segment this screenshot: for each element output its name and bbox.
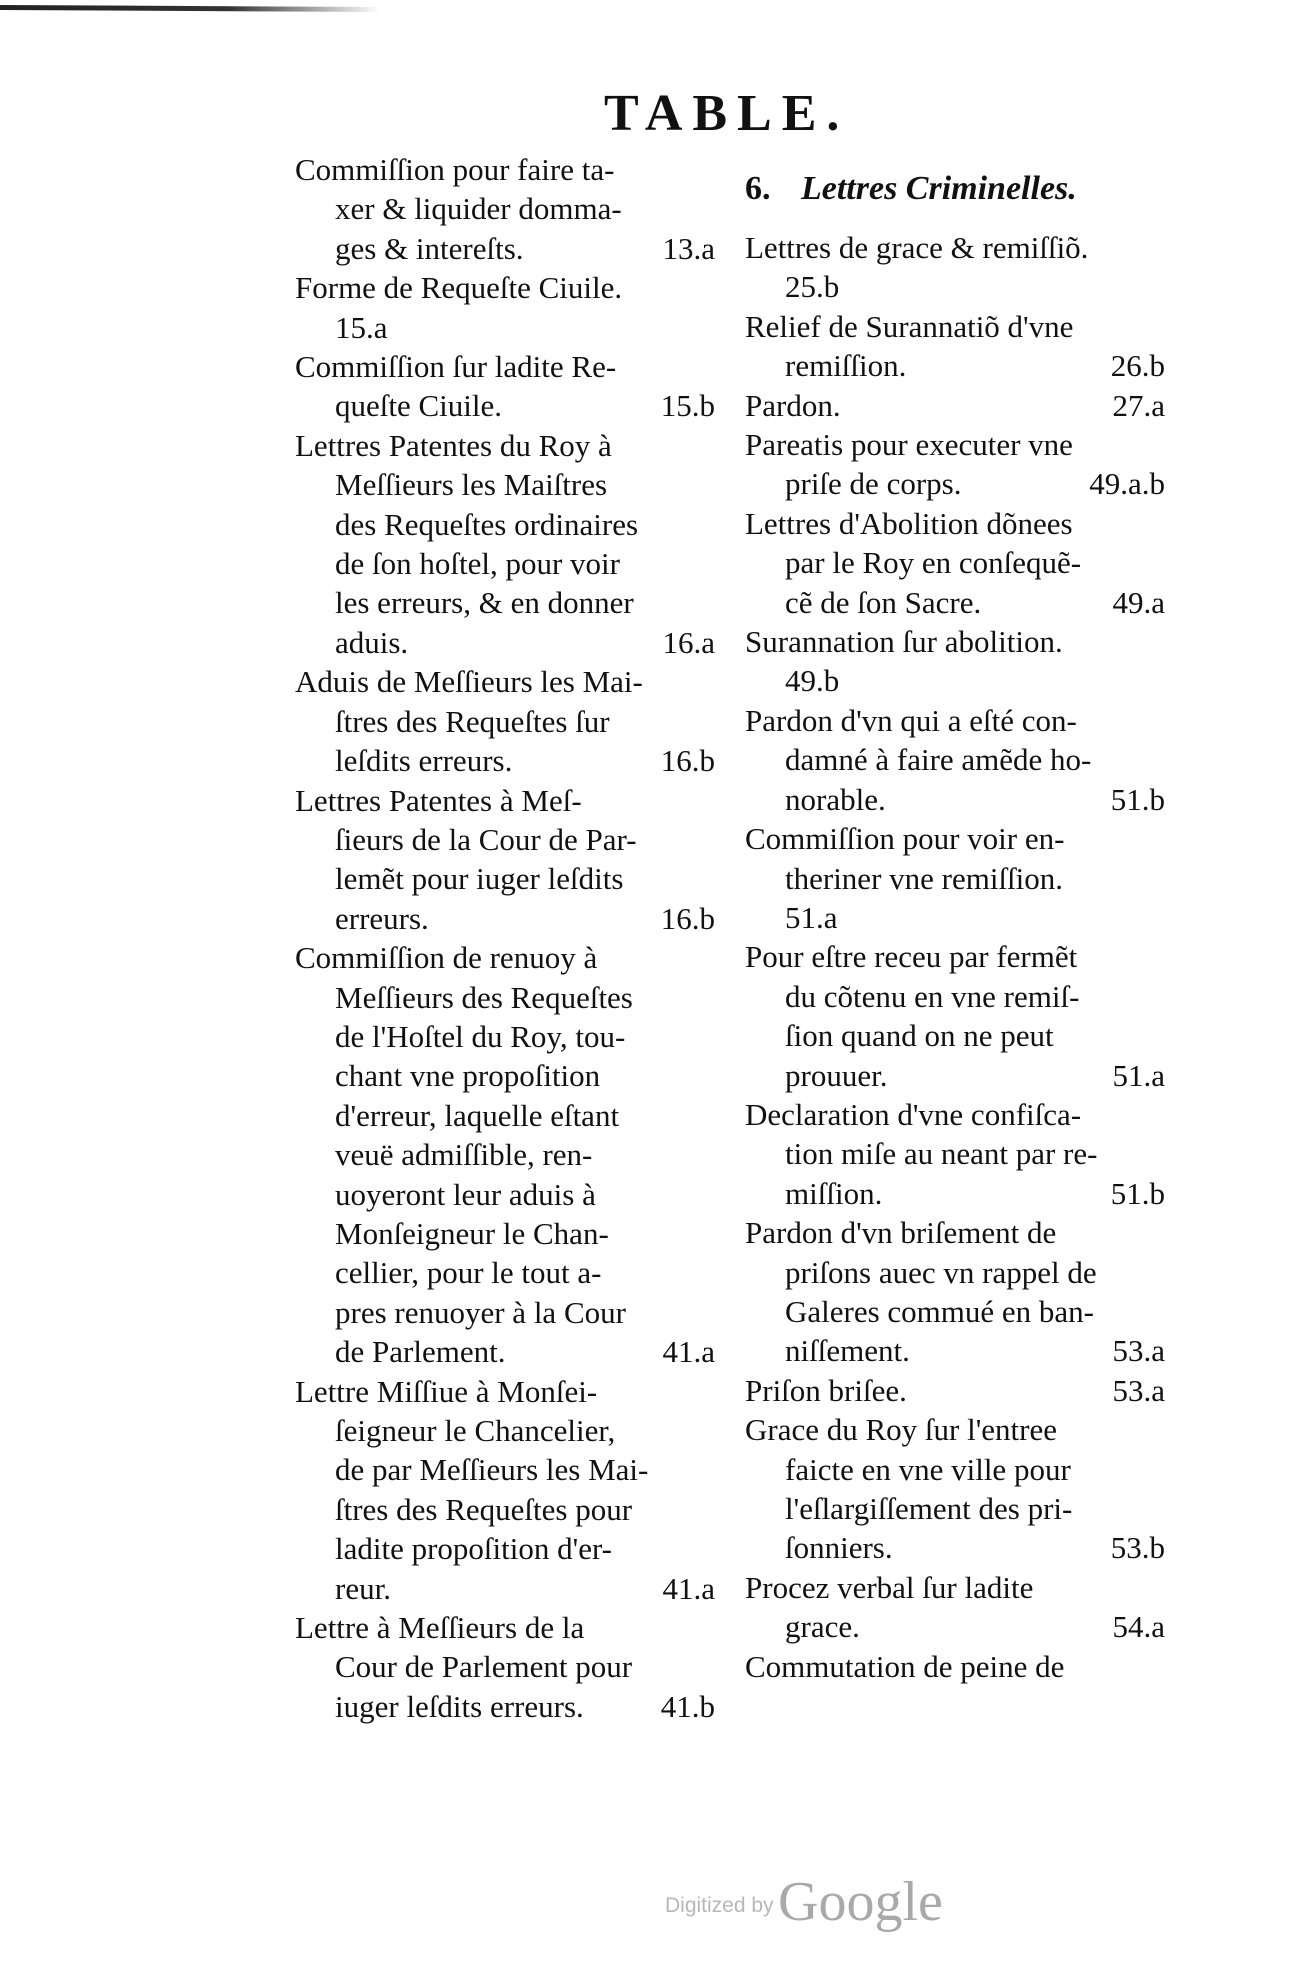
entry-page-ref: 41.a [662,1334,715,1370]
entry-page-ref: 15.b [660,388,715,424]
index-entry [745,819,1165,937]
entry-line: grace. [785,1609,860,1645]
entry-line: Pardon. [745,387,841,423]
index-entry [745,937,1165,1095]
entry-line: theriner vne remiſſion. [785,860,1064,896]
entry-page-ref: 26.b [1110,348,1165,384]
entry-line: ſeigneur le Chancelier, [335,1413,616,1448]
page-header: TABLE. [604,85,850,142]
entry-line: ſtres des Requeſtes ſur [335,703,610,739]
entry-line: uoyeront leur aduis à [335,1176,596,1212]
entry-line: Commiſſion pour faire ta- [295,152,615,187]
right-entries [745,228,1165,1686]
entry-page-ref: 16.a [662,624,715,660]
entry-line: Pardon d'vn briſement de [745,1215,1057,1251]
section-heading [745,150,1165,228]
digitized-by-label: Digitized by [665,1894,774,1917]
entry-line: ges & intereſts. [335,230,524,266]
entry-line: de Parlement. [335,1334,506,1370]
index-entry [295,426,715,662]
index-entry [745,307,1165,386]
entry-line: niſſement. [785,1333,910,1369]
entry-line: l'eſlargiſſement des pri- [785,1491,1073,1526]
entry-line: pres renuoyer à la Cour [335,1294,626,1330]
entry-page-ref: 41.a [662,1570,715,1606]
entry-line: 25.b [785,269,840,305]
left-column [295,150,715,1726]
entry-line: lemẽt pour iuger leſdits [335,861,624,897]
entry-line: les erreurs, & en donner [335,585,634,621]
entry-line: ladite propoſition d'er- [335,1531,613,1567]
section-title: Lettres Criminelles. [801,170,1077,207]
index-entry [745,701,1165,819]
entry-page-ref: 53.a [1112,1372,1165,1408]
index-entry [745,1213,1165,1371]
entry-line: ſonniers. [785,1530,893,1566]
entry-line: ſion quand on ne peut [785,1018,1054,1054]
entry-line: par le Roy en conſequẽ- [785,545,1082,581]
index-entry [745,1410,1165,1568]
index-entry [745,1568,1165,1647]
index-entry [295,268,715,347]
top-ink-rule [0,5,380,12]
index-entry [745,1095,1165,1213]
entry-line: Cour de Parlement pour [335,1649,633,1685]
index-entry [295,1608,715,1726]
entry-line: Lettre à Meſſieurs de la [295,1610,585,1646]
digitized-footer [665,1870,943,1934]
entry-line: cẽ de ſon Sacre. [785,584,982,620]
entry-line: ſieurs de la Cour de Par- [335,821,637,857]
index-entry [745,228,1165,307]
entry-line: Commiſſion de renuoy à [295,940,598,976]
index-entry [745,386,1165,425]
entry-line: xer & liquider domma- [335,191,622,227]
entry-line: Priſon briſee. [745,1372,907,1408]
index-entry [745,622,1165,701]
index-entry [295,347,715,426]
entry-line: Commutation de peine de [745,1648,1065,1684]
entry-line: d'erreur, laquelle eſtant [335,1097,620,1133]
entry-line: des Requeſtes ordinaires [335,506,639,542]
index-entry [295,781,715,939]
entry-line: tion miſe au neant par re- [785,1136,1098,1172]
entry-line: Procez verbal ſur ladite [745,1569,1034,1605]
entry-line: erreurs. [335,900,429,936]
entry-line: Lettres Patentes à Meſ- [295,782,582,818]
index-entry [745,1647,1165,1686]
entry-line: priſons auec vn rappel de [785,1254,1097,1290]
entry-line: du cõtenu en vne remiſ- [785,978,1080,1014]
index-entry [745,425,1165,504]
entry-page-ref: 53.b [1110,1530,1165,1566]
entry-line: Lettres d'Abolition dõnees [745,505,1073,541]
entry-line: Meſſieurs des Requeſtes [335,979,633,1015]
entry-page-ref: 53.a [1112,1333,1165,1369]
entry-line: aduis. [335,624,409,660]
entry-page-ref: 54.a [1112,1609,1165,1645]
entry-line: miſſion. [785,1175,883,1211]
entry-line: Relief de Surannatiõ d'vne [745,308,1074,344]
right-column [745,150,1165,1686]
google-logo: Google [778,1871,943,1933]
entry-line: faicte en vne ville pour [785,1451,1071,1487]
entry-line: 49.b [785,663,840,699]
entry-line: Lettres de grace & remiſſiõ. [745,230,1089,265]
entry-line: Pareatis pour executer vne [745,427,1073,463]
entry-line: de par Meſſieurs les Mai- [335,1452,649,1488]
entry-line: Forme de Requeſte Ciuile. [295,270,623,306]
entry-line: norable. [785,781,886,817]
entry-line: Pardon d'vn qui a eſté con- [745,702,1077,738]
entry-line: queſte Ciuile. [335,388,503,424]
index-entry [295,150,715,268]
entry-page-ref: 51.a [1112,1057,1165,1093]
entry-page-ref: 51.b [1110,1175,1165,1211]
entry-line: leſdits erreurs. [335,743,513,779]
entry-page-ref: 51.b [1110,781,1165,817]
entry-page-ref: 27.a [1112,387,1165,423]
entry-line: Declaration d'vne confiſca- [745,1096,1082,1132]
entry-line: de l'Hoſtel du Roy, tou- [335,1018,626,1054]
entry-line: remiſſion. [785,348,907,384]
index-entry [295,662,715,780]
entry-line: Meſſieurs les Maiſtres [335,467,608,503]
entry-line: prouuer. [785,1057,888,1093]
section-number: 6. [745,170,771,207]
entry-page-ref: 41.b [660,1688,715,1724]
entry-line: reur. [335,1570,391,1606]
entry-line: Lettre Miſſiue à Monſei- [295,1373,598,1409]
entry-line: Monſeigneur le Chan- [335,1215,609,1251]
entry-line: cellier, pour le tout a- [335,1255,602,1291]
entry-line: Surannation ſur abolition. [745,624,1063,660]
entry-line: priſe de corps. [785,466,962,502]
entry-line: de ſon hoſtel, pour voir [335,546,620,582]
index-entry [295,938,715,1371]
entry-line: damné à faire amẽde ho- [785,742,1092,778]
entry-line: Galeres commué en ban- [785,1293,1095,1329]
entry-line: Pour eſtre receu par fermẽt [745,939,1078,975]
entry-line: Commiſſion ſur ladite Re- [295,349,617,385]
entry-line: veuë admiſſible, ren- [335,1137,593,1173]
index-entry [745,1371,1165,1410]
entry-page-ref: 49.a.b [1089,466,1165,502]
entry-line: ſtres des Requeſtes pour [335,1491,633,1527]
entry-line: Lettres Patentes du Roy à [295,427,612,463]
entry-line: 15.a [335,309,388,345]
entry-page-ref: 16.b [660,743,715,779]
entry-line: chant vne propoſition [335,1058,601,1094]
entry-line: Commiſſion pour voir en- [745,821,1065,857]
entry-page-ref: 13.a [662,230,715,266]
entry-page-ref: 16.b [660,900,715,936]
entry-page-ref: 49.a [1112,584,1165,620]
entry-line: iuger leſdits erreurs. [335,1688,584,1724]
entry-line: 51.a [785,899,838,935]
index-entry [295,1372,715,1608]
entry-line: Grace du Roy ſur l'entree [745,1412,1058,1448]
entry-line: Aduis de Meſſieurs les Mai- [295,664,643,700]
index-entry [745,504,1165,622]
